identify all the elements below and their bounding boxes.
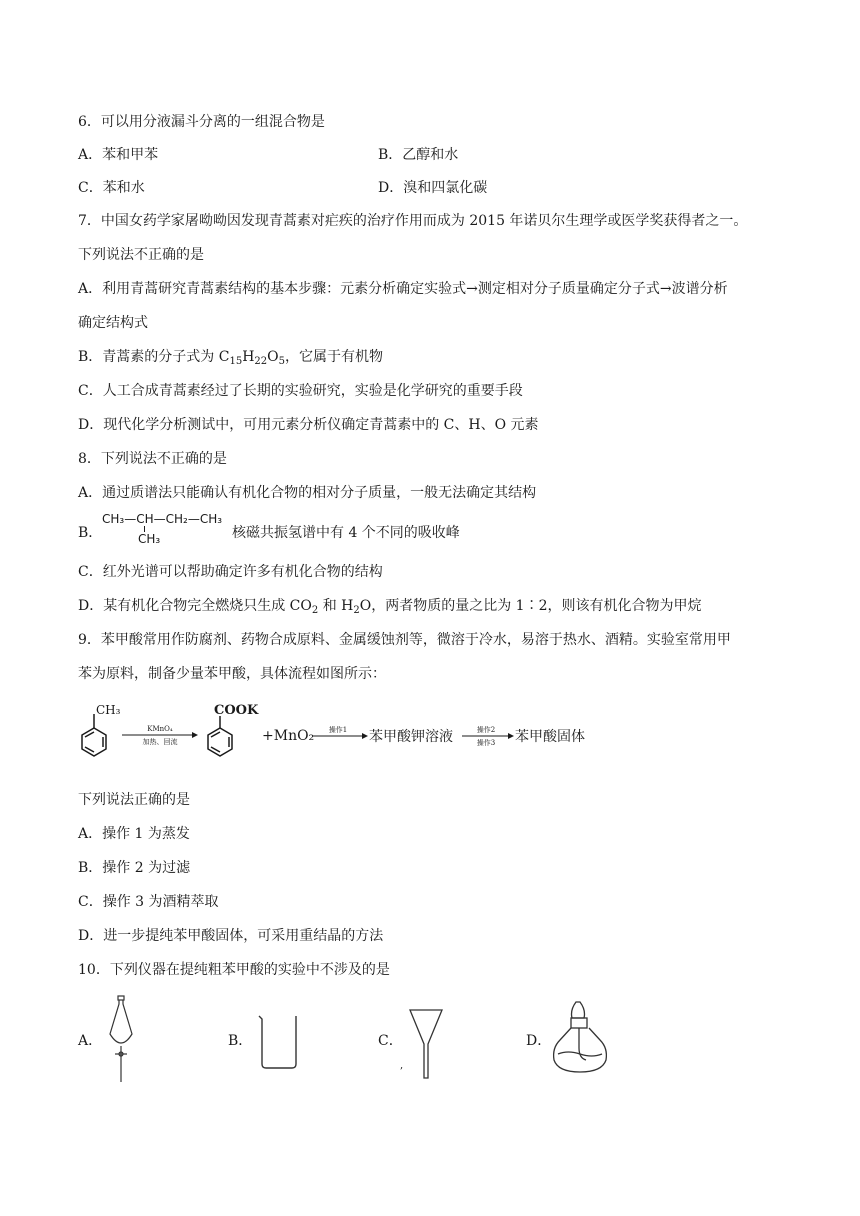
q7-b-text-pre: B．青蒿素的分子式为 C: [78, 349, 230, 365]
q6-option-a: A．苯和甲苯: [78, 147, 159, 163]
q8-option-c: C．红外光谱可以帮助确定许多有机化合物的结构: [78, 564, 383, 580]
q7-b-sub1: 15: [229, 356, 243, 367]
q7-stem-line2: 下列说法不正确的是: [78, 247, 204, 263]
q8-option-a: A．通过质谱法只能确认有机化合物的相对分子质量，一般无法确定其结构: [78, 485, 537, 501]
q9-reaction-scheme: [72, 700, 632, 780]
q9-stem-line2: 苯为原料，制备少量苯甲酸，具体流程如图所示：: [78, 666, 386, 682]
q10-option-b-label: B．: [228, 1033, 253, 1049]
alcohol-lamp-icon: [548, 998, 612, 1078]
q9-option-c: C．操作 3 为酒精萃取: [78, 894, 219, 910]
q6-option-d: D．溴和四氯化碳: [378, 180, 488, 196]
q9-prompt: 下列说法正确的是: [78, 792, 190, 808]
potassium-benzoate-solution: 苯甲酸钾溶液: [369, 729, 453, 745]
operation-3-label: 操作3: [476, 739, 496, 747]
q7-stem-line1: 7．中国女药学家屠呦呦因发现青蒿素对疟疾的治疗作用而成为 2015 年诺贝尔生理学或医学奖获得者之一。: [78, 213, 748, 229]
q7-b-text-post: ，它属于有机物: [285, 349, 383, 365]
q7-option-a-line2: 确定结构式: [78, 315, 148, 331]
q8-d-sub2: 2: [353, 605, 360, 616]
q10-option-d-label: D．: [526, 1033, 552, 1049]
q10-option-c-label: C．: [378, 1033, 403, 1049]
operation-1-label: 操作1: [328, 726, 348, 734]
toluene-ch3-label: CH₃: [96, 703, 121, 717]
q8-formula-main-chain: CH₃—CH—CH₂—CH₃: [102, 512, 223, 526]
q8-d-text-pre: D．某有机化合物完全燃烧只生成 CO: [78, 598, 312, 614]
benzoic-acid-solid: 苯甲酸固体: [515, 729, 585, 745]
q7-option-d: D．现代化学分析测试中，可用元素分析仪确定青蒿素中的 C、H、O 元素: [78, 417, 539, 433]
funnel-icon: [408, 1006, 444, 1082]
q6-stem: 6．可以用分液漏斗分离的一组混合物是: [78, 114, 325, 130]
q8-formula-branch: CH₃: [138, 532, 161, 546]
benzoate-ring-icon: [208, 716, 232, 756]
separatory-funnel-icon: [106, 994, 136, 1086]
reagent-kmno4: KMnO₄: [147, 725, 173, 733]
q7-option-b: [78, 347, 383, 367]
q9-option-a: A．操作 1 为蒸发: [78, 826, 190, 842]
q9-option-b: B．操作 2 为过滤: [78, 860, 191, 876]
q10-option-a-label: A．: [78, 1033, 103, 1049]
q8-structural-formula: [102, 512, 223, 546]
q8-d-text-post: O，两者物质的量之比为 1∶2，则该有机化合物为甲烷: [359, 598, 702, 614]
q6-option-b: B．乙醇和水: [378, 147, 459, 163]
q7-b-sub3: 5: [278, 356, 285, 367]
q7-b-text-mid1: H: [242, 349, 255, 365]
q8-option-d: [78, 596, 701, 616]
q8-d-sub1: 2: [311, 605, 319, 616]
q8-option-b-text: 核磁共振氢谱中有 4 个不同的吸收峰: [232, 525, 460, 541]
q8-stem: 8．下列说法不正确的是: [78, 451, 227, 467]
operation-2-label: 操作2: [476, 726, 496, 734]
reagent-heat-reflux: 加热、回流: [142, 738, 178, 746]
mno2-label: +MnO₂: [262, 728, 315, 744]
q8-d-text-mid: 和 H: [318, 598, 354, 614]
toluene-ring-icon: [82, 714, 106, 756]
q7-b-text-mid2: O: [267, 349, 279, 365]
q6-option-c: C．苯和水: [78, 180, 145, 196]
q8-option-b-label: B．: [78, 525, 103, 541]
q9-option-d: D．进一步提纯苯甲酸固体，可采用重结晶的方法: [78, 928, 384, 944]
benzoate-cook-label: COOK: [214, 703, 259, 718]
beaker-icon: [256, 1012, 302, 1072]
q7-b-sub2: 22: [254, 356, 268, 367]
q7-option-c: C．人工合成青蒿素经过了长期的实验研究，实验是化学研究的重要手段: [78, 383, 523, 399]
q10-stray-mark: ,: [400, 1060, 404, 1071]
q7-option-a-line1: A．利用青蒿研究青蒿素结构的基本步骤：元素分析确定实验式→测定相对分子质量确定分子式→波谱分析: [78, 281, 728, 297]
q9-stem-line1: 9．苯甲酸常用作防腐剂、药物合成原料、金属缓蚀剂等，微溶于冷水，易溶于热水、酒精。实验室常用甲: [78, 632, 731, 648]
q10-stem: 10．下列仪器在提纯粗苯甲酸的实验中不涉及的是: [78, 962, 390, 978]
